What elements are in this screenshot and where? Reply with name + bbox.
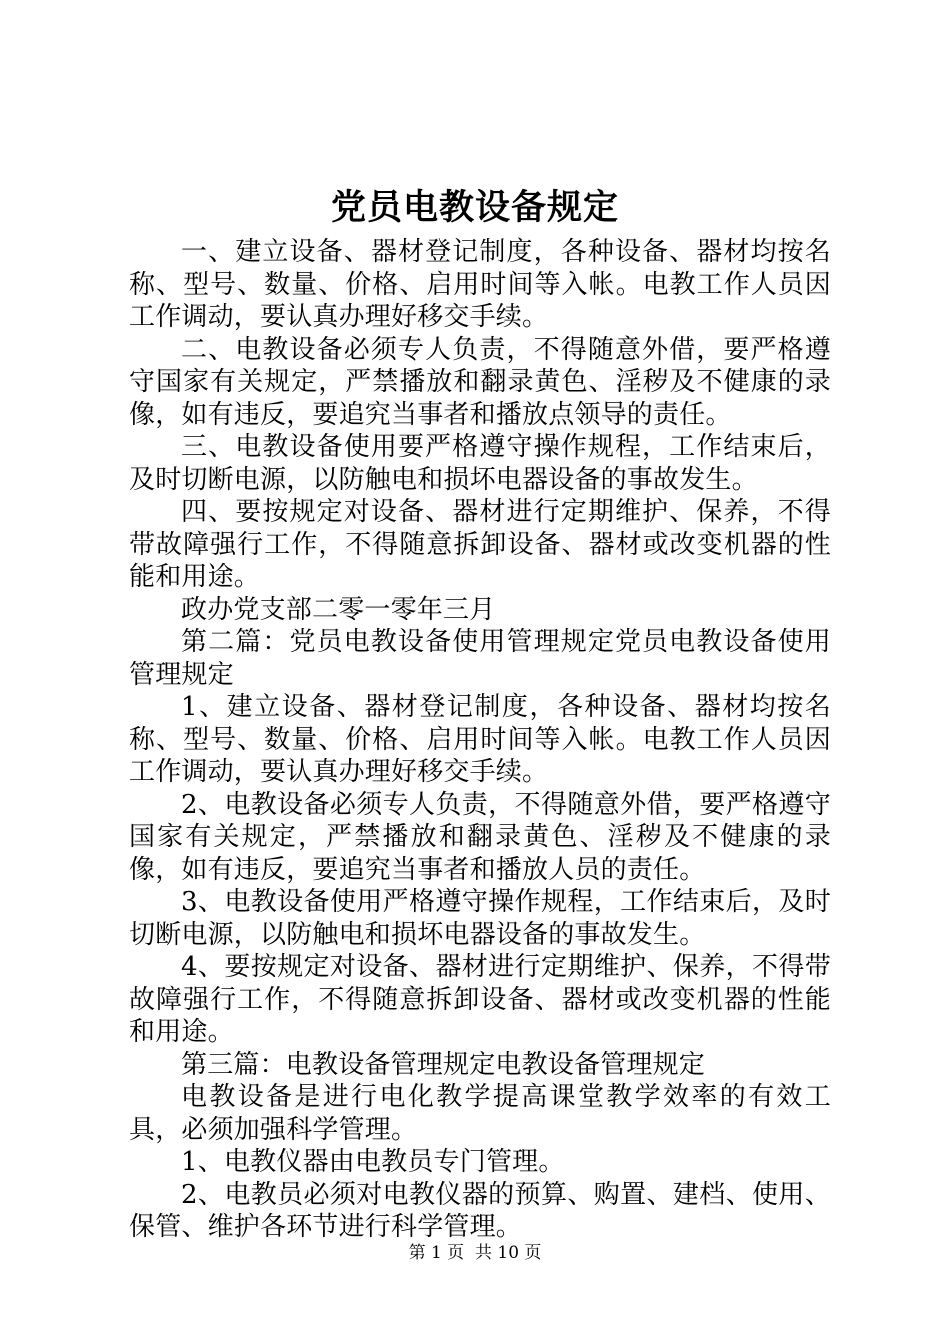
paragraph-6: 2、电教设备必须专人负责，不得随意外借，要严格遵守国家有关规定，严禁播放和翻录黄色、淫秽及不健康的录像，如有违反，要追究当事者和播放人员的责任。 — [129, 789, 831, 885]
paragraph-4: 四、要按规定对设备、器材进行定期维护、保养，不得带故障强行工作，不得随意拆卸设备、器材或改变机器的性能和用途。 — [129, 497, 831, 592]
paragraph-11: 2、电教员必须对电教仪器的预算、购置、建档、使用、保管、维护各环节进行科学管理。 — [129, 1179, 831, 1242]
paragraph-1: 一、建立设备、器材登记制度，各种设备、器材均按名称、型号、数量、价格、启用时间等入帐。电教工作人员因工作调动，要认真办理好移交手续。 — [129, 237, 831, 332]
section-heading-2: 第二篇：党员电教设备使用管理规定党员电教设备使用管理规定 — [129, 627, 831, 690]
signature-line: 政办党支部二零一零年三月 — [181, 594, 496, 625]
paragraph-9: 电教设备是进行电化教学提高课堂教学效率的有效工具，必须加强科学管理。 — [129, 1082, 831, 1145]
section-heading-3: 第三篇：电教设备管理规定电教设备管理规定 — [181, 1049, 706, 1080]
paragraph-8: 4、要按规定对设备、器材进行定期维护、保养，不得带故障强行工作，不得随意拆卸设备、器材或改变机器的性能和用途。 — [129, 952, 831, 1047]
paragraph-3: 三、电教设备使用要严格遵守操作规程，工作结束后，及时切断电源，以防触电和损坏电器设备的事故发生。 — [129, 432, 831, 495]
page-title: 党员电教设备规定 — [330, 187, 619, 228]
paragraph-5: 1、建立设备、器材登记制度，各种设备、器材均按名称、型号、数量、价格、启用时间等入帐。电教工作人员因工作调动，要认真办理好移交手续。 — [129, 692, 831, 787]
paragraph-10: 1、电教仪器由电教员专门管理。 — [181, 1147, 565, 1177]
page-footer — [0, 1241, 950, 1265]
page-number: 第 1 页 共 10 页 — [408, 1243, 542, 1263]
paragraph-7: 3、电教设备使用严格遵守操作规程，工作结束后，及时切断电源，以防触电和损坏电器设备的事故发生。 — [129, 887, 831, 950]
paragraph-2: 二、电教设备必须专人负责，不得随意外借，要严格遵守国家有关规定，严禁播放和翻录黄色、淫秽及不健康的录像，如有违反，要追究当事者和播放点领导的责任。 — [129, 334, 831, 430]
document-body — [129, 236, 831, 1244]
